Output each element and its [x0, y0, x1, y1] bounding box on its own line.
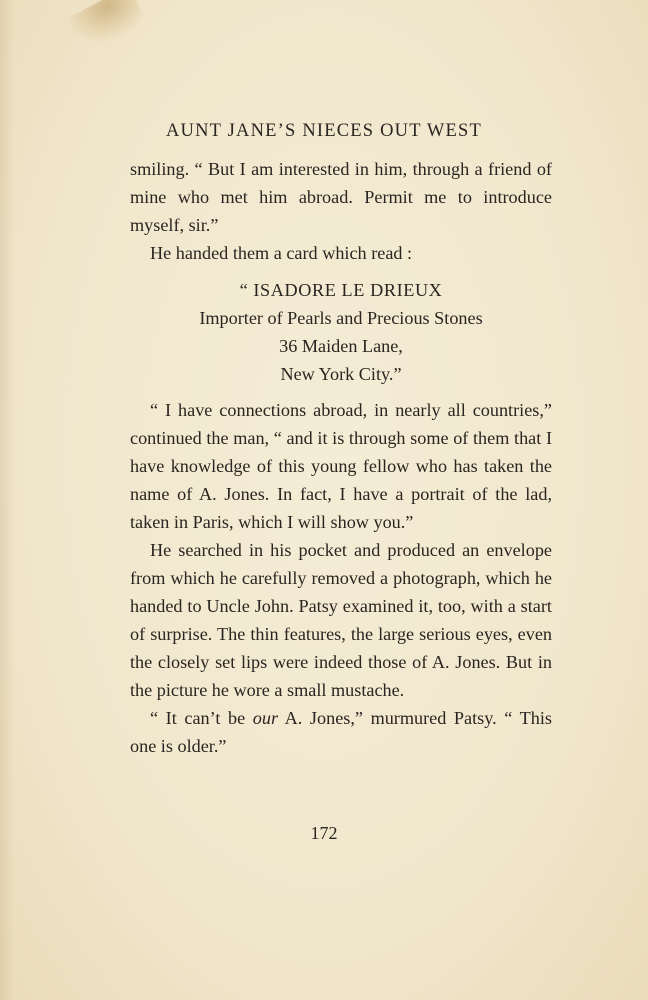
paper-stain: [67, 0, 148, 54]
paragraph-continuation: smiling. “ But I am interested in him, through a friend of mine who met him abroad. Permit me to introduce myself, sir.”: [130, 159, 552, 235]
paragraph-card-intro: He handed them a card which read :: [150, 243, 413, 263]
page-number: 172: [310, 823, 338, 843]
card-occupation-line: Importer of Pearls and Precious Stones: [199, 308, 483, 328]
card-city-line: New York City.”: [280, 364, 402, 384]
body-text: [130, 155, 552, 760]
page-edge-shadow: [0, 0, 14, 1000]
patsy-text-start: “ It can’t be: [150, 708, 253, 728]
italic-our: our: [252, 708, 279, 728]
card-address-line: 36 Maiden Lane,: [279, 336, 403, 356]
card-name-line: “ ISADORE LE DRIEUX: [239, 280, 443, 300]
business-card-text: [130, 276, 552, 388]
patsy-text-end: A. Jones,” murmured Patsy. “ This one is older.”: [130, 708, 552, 756]
running-head: AUNT JANE’S NIECES OUT WEST: [165, 121, 483, 141]
paragraph-patsy: [130, 704, 552, 760]
paragraph-connections: “ I have connections abroad, in nearly all countries,” continued the man, “ and it is through some of them that I have knowledge of this young fellow who has taken the name of A. Jones. In fact, I have a portrait of the lad, taken in Paris, which I will show you.”: [130, 400, 552, 532]
paragraph-photograph: He searched in his pocket and produced an envelope from which he carefully removed a photograph, which he handed to Uncle John. Patsy examined it, too, with a start of surprise. The thin features, the large serious eyes, even the closely set lips were indeed those of A. Jones. But in the picture he wore a small mustache.: [130, 540, 552, 700]
